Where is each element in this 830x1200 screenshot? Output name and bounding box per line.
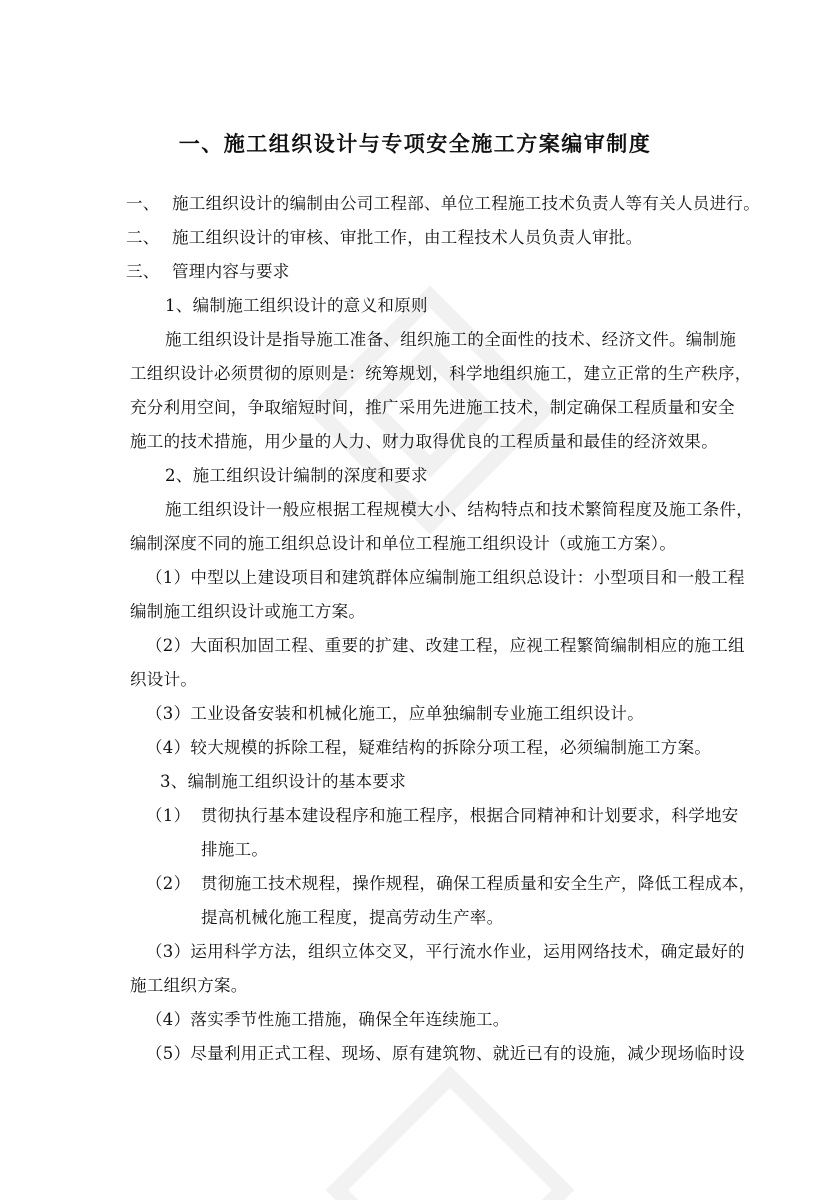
paragraph-line: 施工组织设计是指导施工准备、组织施工的全面性的技术、经济文件。编制施	[165, 330, 737, 349]
list-item-line: 施工组织方案。	[130, 976, 248, 995]
watermark-logo-bottom	[300, 1040, 600, 1200]
list-item-line: 贯彻施工技术规程，操作规程，确保工程质量和安全生产，降低工程成本，	[201, 874, 756, 893]
list-item-line: 编制施工组织设计或施工方案。	[130, 602, 366, 621]
paragraph-line: 施工的技术措施，用少量的人力、财力取得优良的工程质量和最佳的经济效果。	[130, 432, 718, 451]
list-item-line: （4）较大规模的拆除工程，疑难结构的拆除分项工程，必须编制施工方案。	[146, 738, 712, 757]
paragraph-line: 工组织设计必须贯彻的原则是：统筹规划，科学地组织施工，建立正常的生产秩序，	[130, 364, 752, 383]
list-item-line: 贯彻执行基本建设程序和施工程序，根据合同精神和计划要求，科学地安	[201, 806, 739, 825]
section-text: 施工组织设计的审核、审批工作，由工程技术人员负责人审批。	[172, 228, 643, 247]
list-item-line: （4）落实季节性施工措施，确保全年连续施工。	[146, 1010, 510, 1029]
list-item-number: （1）	[146, 806, 191, 825]
list-item-line: （3）运用科学方法，组织立体交叉，平行流水作业，运用网络技术，确定最好的	[146, 942, 745, 961]
subsection-heading: 3、编制施工组织设计的基本要求	[160, 772, 406, 791]
section-text: 管理内容与要求	[172, 262, 290, 281]
paragraph-line: 编制深度不同的施工组织总设计和单位工程施工组织设计（或施工方案）。	[130, 534, 677, 553]
subsection-heading: 2、施工组织设计编制的深度和要求	[165, 466, 428, 485]
list-item-line: （3）工业设备安装和机械化施工，应单独编制专业施工组织设计。	[146, 704, 644, 723]
list-item-line: 排施工。	[201, 840, 269, 859]
section-number: 一、	[126, 194, 160, 213]
subsection-heading: 1、编制施工组织设计的意义和原则	[165, 296, 428, 315]
section-number: 三、	[126, 262, 160, 281]
paragraph-line: 充分利用空间，争取缩短时间，推广采用先进施工技术，制定确保工程质量和安全	[130, 398, 735, 417]
section-text: 施工组织设计的编制由公司工程部、单位工程施工技术负责人等有关人员进行。	[172, 194, 760, 213]
list-item-line: （2）大面积加固工程、重要的扩建、改建工程，应视工程繁简编制相应的施工组	[146, 636, 745, 655]
list-item-line: 提高机械化施工程度，提高劳动生产率。	[201, 908, 504, 927]
paragraph-line: 施工组织设计一般应根据工程规模大小、结构特点和技术繁简程度及施工条件，	[165, 500, 753, 519]
list-item-number: （2）	[146, 874, 191, 893]
section-number: 二、	[126, 228, 160, 247]
list-item-line: （5）尽量利用正式工程、现场、原有建筑物、就近已有的设施，减少现场临时设	[146, 1044, 745, 1063]
document-title: 一、施工组织设计与专项安全施工方案编审制度	[178, 132, 652, 156]
list-item-line: （1）中型以上建设项目和建筑群体应编制施工组织总设计：小型项目和一般工程	[146, 568, 745, 587]
list-item-line: 织设计。	[130, 670, 198, 689]
